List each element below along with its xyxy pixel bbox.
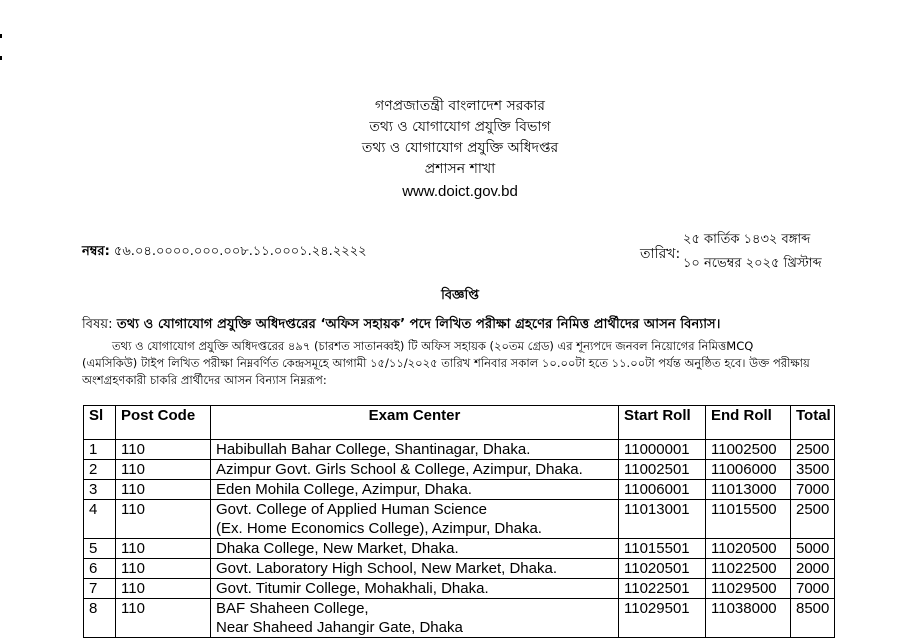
cell-start-roll: 11020501 xyxy=(619,559,706,579)
division-name: তথ্য ও যোগাযোগ প্রযুক্তি বিভাগ xyxy=(369,119,551,135)
subject-text: তথ্য ও যোগাযোগ প্রযুক্তি অধিদপ্তরের ‘অফিস সহায়ক’ পদে লিখিত পরীক্ষা গ্রহণের নিমিত্ত প্রার্থীদের আসন বিন্যাস। xyxy=(116,317,721,332)
table-row xyxy=(84,500,835,539)
table-row xyxy=(84,460,835,480)
cell-end-roll: 11022500 xyxy=(706,559,791,579)
cell-post-code: 110 xyxy=(116,460,211,480)
cell-sl: 3 xyxy=(84,480,116,500)
cell-sl: 8 xyxy=(84,599,116,638)
memo-label: নম্বর: xyxy=(82,244,110,259)
header-start-roll: Start Roll xyxy=(619,406,706,440)
center-line: Habibullah Bahar College, Shantinagar, Dhaka. xyxy=(216,441,531,458)
cell-exam-center xyxy=(211,539,619,559)
cell-start-roll: 11002501 xyxy=(619,460,706,480)
cell-end-roll: 11020500 xyxy=(706,539,791,559)
cell-sl: 1 xyxy=(84,440,116,460)
body-line: (এমসিকিউ) টাইপ লিখিত পরীক্ষা নিম্নবর্ণিত কেন্দ্রসমূহে আগামী ১৫/১১/২০২৫ তারিখ শনিবার সকাল ১০.০০টা হতে ১১.০০টা পর্যন্ত অনুষ্ঠিত হবে। উক্ত পরীক্ষায় xyxy=(82,356,810,370)
cell-total: 2500 xyxy=(791,500,835,539)
date-label: তারিখ: xyxy=(640,246,681,262)
cell-end-roll: 11015500 xyxy=(706,500,791,539)
cell-post-code: 110 xyxy=(116,559,211,579)
cell-start-roll: 11022501 xyxy=(619,579,706,599)
header-sl: Sl xyxy=(84,406,116,440)
letterhead xyxy=(0,96,920,202)
cell-end-roll: 11029500 xyxy=(706,579,791,599)
header-post-code: Post Code xyxy=(116,406,211,440)
notice-subject xyxy=(82,314,720,336)
cell-exam-center xyxy=(211,480,619,500)
cell-sl: 2 xyxy=(84,460,116,480)
cell-total: 5000 xyxy=(791,539,835,559)
cell-total: 3500 xyxy=(791,460,835,480)
center-line: Azimpur Govt. Girls School & College, Azimpur, Dhaka. xyxy=(216,461,583,478)
date-gregorian: ১০ নভেম্বর ২০২৫ খ্রিস্টাব্দ xyxy=(683,256,822,271)
cell-exam-center xyxy=(211,500,619,539)
website-link[interactable]: www.doict.gov.bd xyxy=(402,183,518,200)
cell-total: 7000 xyxy=(791,579,835,599)
cell-post-code: 110 xyxy=(116,579,211,599)
header-total: Total xyxy=(791,406,835,440)
cell-end-roll: 11002500 xyxy=(706,440,791,460)
cell-post-code: 110 xyxy=(116,599,211,638)
cell-start-roll: 11015501 xyxy=(619,539,706,559)
notice-body xyxy=(82,338,838,389)
cell-total: 8500 xyxy=(791,599,835,638)
cell-start-roll: 11029501 xyxy=(619,599,706,638)
center-line: Govt. Laboratory High School, New Market, Dhaka. xyxy=(216,560,557,577)
center-line: Eden Mohila College, Azimpur, Dhaka. xyxy=(216,481,472,498)
date-bangla: ২৫ কার্তিক ১৪৩২ বঙ্গাব্দ xyxy=(683,232,811,247)
cell-total: 2500 xyxy=(791,440,835,460)
govt-name: গণপ্রজাতন্ত্রী বাংলাদেশ সরকার xyxy=(375,98,545,114)
cell-post-code: 110 xyxy=(116,440,211,460)
cell-exam-center xyxy=(211,579,619,599)
cell-start-roll: 11000001 xyxy=(619,440,706,460)
page-edge-mark xyxy=(0,56,2,60)
subject-label: বিষয়: xyxy=(82,317,113,332)
department-name: তথ্য ও যোগাযোগ প্রযুক্তি অধিদপ্তর xyxy=(361,140,559,156)
cell-sl: 6 xyxy=(84,559,116,579)
cell-end-roll: 11006000 xyxy=(706,460,791,480)
cell-sl: 4 xyxy=(84,500,116,539)
seat-plan-table xyxy=(83,405,835,638)
cell-end-roll: 11013000 xyxy=(706,480,791,500)
cell-start-roll: 11006001 xyxy=(619,480,706,500)
cell-sl: 7 xyxy=(84,579,116,599)
memo-value: ৫৬.০৪.০০০০.০০০.০০৮.১১.০০০১.২৪.২২২২ xyxy=(113,244,367,259)
table-row xyxy=(84,559,835,579)
date-block xyxy=(683,228,822,276)
table-header-row xyxy=(84,406,835,440)
cell-total: 2000 xyxy=(791,559,835,579)
memo-number xyxy=(82,242,367,263)
cell-exam-center xyxy=(211,559,619,579)
cell-sl: 5 xyxy=(84,539,116,559)
page-edge-mark xyxy=(0,34,2,38)
cell-exam-center xyxy=(211,460,619,480)
notice-title: বিজ্ঞপ্তি xyxy=(441,288,479,303)
table-row xyxy=(84,579,835,599)
cell-post-code: 110 xyxy=(116,500,211,539)
cell-post-code: 110 xyxy=(116,539,211,559)
center-line: Govt. Titumir College, Mohakhali, Dhaka. xyxy=(216,580,489,597)
cell-post-code: 110 xyxy=(116,480,211,500)
center-line: BAF Shaheen College, xyxy=(216,600,369,617)
cell-end-roll: 11038000 xyxy=(706,599,791,638)
branch-name: প্রশাসন শাখা xyxy=(424,161,496,177)
cell-start-roll: 11013001 xyxy=(619,500,706,539)
header-end-roll: End Roll xyxy=(706,406,791,440)
cell-total: 7000 xyxy=(791,480,835,500)
table-row xyxy=(84,440,835,460)
cell-exam-center xyxy=(211,440,619,460)
table-row xyxy=(84,480,835,500)
table-row xyxy=(84,539,835,559)
body-line: অংশগ্রহণকারী চাকরি প্রার্থীদের আসন বিন্যাস নিম্নরূপ: xyxy=(82,373,327,387)
body-line: তথ্য ও যোগাযোগ প্রযুক্তি অধিদপ্তরের ৪৯৭ (চারশত সাতানব্বই) টি অফিস সহায়ক (২০তম গ্রেড) এর শূন্যপদে জনবল নিয়োগের নিমিত্তMCQ xyxy=(112,339,754,353)
center-line: Govt. College of Applied Human Science xyxy=(216,501,487,518)
center-line: (Ex. Home Economics College), Azimpur, Dhaka. xyxy=(216,520,542,537)
header-exam-center: Exam Center xyxy=(211,406,619,440)
center-line: Dhaka College, New Market, Dhaka. xyxy=(216,540,459,557)
center-line: Near Shaheed Jahangir Gate, Dhaka xyxy=(216,619,463,636)
